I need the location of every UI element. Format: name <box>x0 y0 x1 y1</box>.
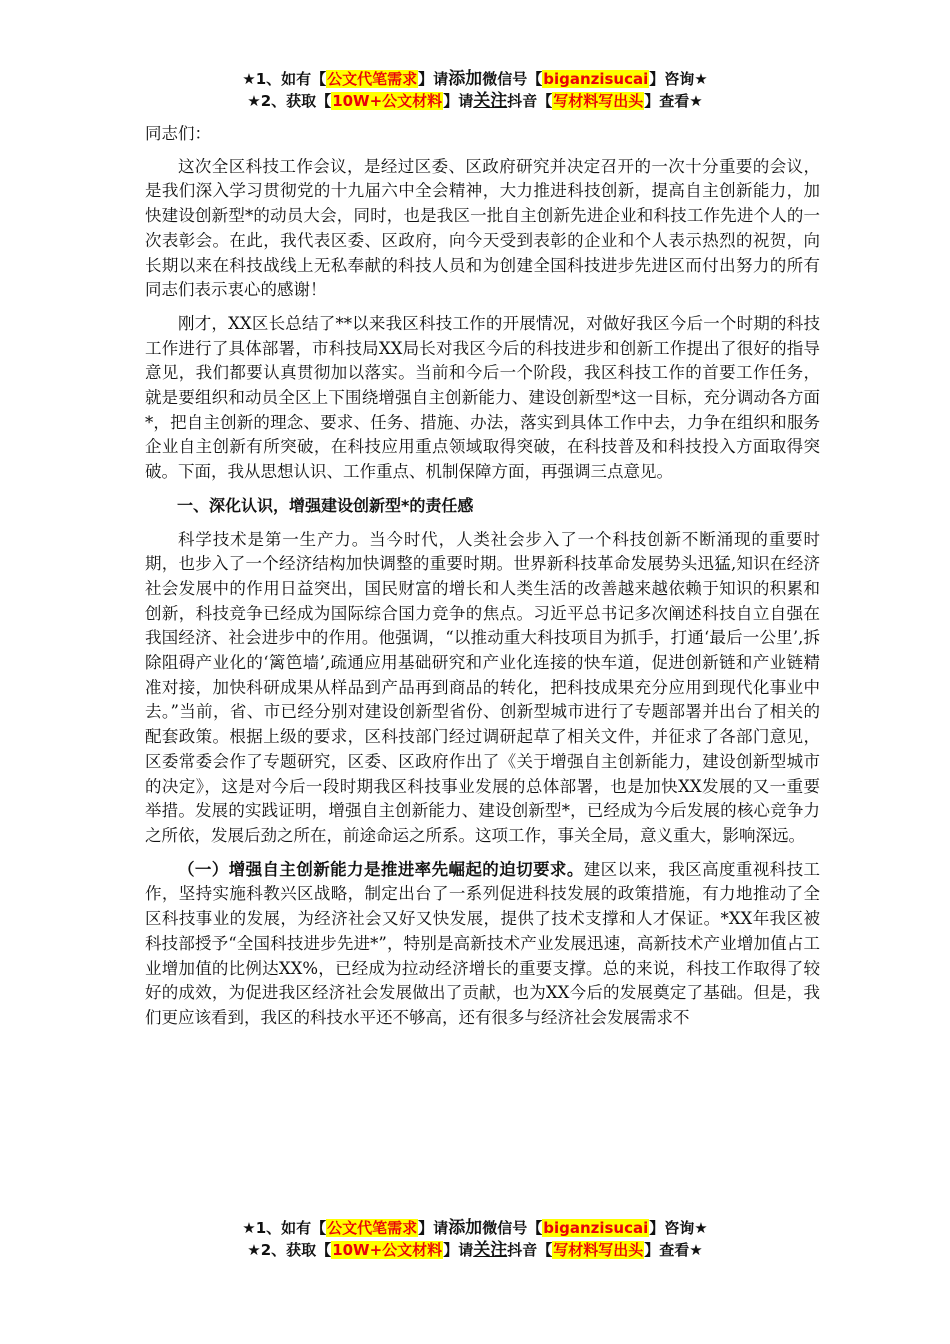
highlight-douyin-account: 写材料写出头 <box>553 1241 644 1259</box>
banner-line-2 <box>0 1239 950 1261</box>
footer-banner <box>0 1217 950 1261</box>
paragraph-section-1: 科学技术是第一生产力。当今时代，人类社会步入了一个科技创新不断涌现的重要时期，也步入了一个经济结构加快调整的重要时期。世界新科技革命发展势头迅猛,知识在经济社会发展中的作用日益突出，国民财富的增长和人类生活的改善越来越依赖于知识的积累和创新，科技竞争已经成为国际综合国力竞争的焦点。习近平总书记多次阐述科技自立自强在我国经济、社会进步中的作用。他强调，“以推动重大科技项目为抓手，打通‘最后一公里’,拆除阻碍产业化的‘篱笆墙’,疏通应用基础研究和产业化连接的快车道，促进创新链和产业链精准对接，加快科研成果从样品到产品再到商品的转化，把科技成果充分应用到现代化事业中去。”当前，省、市已经分别对建设创新型省份、创新型城市进行了专题部署并出台了相关的配套政策。根据上级的要求，区科技部门经过调研起草了相关文件，并征求了各部门意见，区委常委会作了专题研究，区委、区政府作出了《关于增强自主创新能力，建设创新型城市的决定》，这是对今后一段时期我区科技事业发展的总体部署，也是加快XX发展的又一重要举措。发展的实践证明，增强自主创新能力、建设创新型*，已经成为今后发展的核心竞争力之所依，发展后劲之所在，前途命运之所系。这项工作，事关全局，意义重大，影响深远。 <box>145 529 820 845</box>
banner-text: ★1、如有【 <box>242 1219 327 1237</box>
banner-emphasis: 添加 <box>448 1218 483 1238</box>
banner-text: ★2、获取【 <box>247 92 332 110</box>
highlight-wechat-id: biganzisucai <box>543 1219 649 1237</box>
banner-text: 抖音【 <box>507 1241 553 1259</box>
banner-text: 】咨询★ <box>649 70 708 88</box>
highlight-wechat-id: biganzisucai <box>543 70 649 88</box>
subsection-body: 建区以来，我区高度重视科技工作，坚持实施科教兴区战略，制定出台了一系列促进科技发展的政策措施，有力地推动了全区科技事业的发展，为经济社会又好又快发展，提供了技术支撑和人才保证。*XX年我区被科技部授予“全国科技进步先进*”，特别是高新技术产业发展迅速，高新技术产业增加值占工业增加值的比例达XX%，已经成为拉动经济增长的重要支撑。总的来说，科技工作取得了较好的成效，为促进我区经济社会发展做出了贡献，也为XX今后的发展奠定了基础。但是，我们更应该看到，我区的科技水平还不够高，还有很多与经济社会发展需求不 <box>145 859 821 1027</box>
highlight-douyin-account: 写材料写出头 <box>553 92 644 110</box>
paragraph-summary: 刚才，XX区长总结了**以来我区科技工作的开展情况，对做好我区今后一个时期的科技工作进行了具体部署，市科技局XX局长对我区今后的科技进步和创新工作提出了很好的指导意见，我们都要认真贯彻加以落实。当前和今后一个阶段，我区科技工作的首要工作任务，就是要组织和动员全区上下围绕增强自主创新能力、建设创新型*这一目标，充分调动各方面*，把自主创新的理念、要求、任务、措施、办法，落实到具体工作中去，力争在组织和服务企业自主创新有所突破，在科技应用重点领域取得突破，在科技普及和科技投入方面取得突破。下面，我从思想认识、工作重点、机制保障方面，再强调三点意见。 <box>145 313 820 482</box>
section-heading-1: 一、深化认识，增强建设创新型*的责任感 <box>177 495 474 515</box>
banner-text: 】查看★ <box>644 1241 703 1259</box>
highlight-materials: 10W+公文材料 <box>332 1241 443 1259</box>
banner-text: ★2、获取【 <box>247 1241 332 1259</box>
highlight-service: 公文代笔需求 <box>327 1219 418 1237</box>
highlight-materials: 10W+公文材料 <box>332 92 443 110</box>
banner-text: 微信号【 <box>482 1219 543 1237</box>
banner-emphasis: 添加 <box>448 69 483 89</box>
banner-text: 】请 <box>443 92 474 110</box>
banner-emphasis: 关注 <box>473 91 508 111</box>
greeting: 同志们： <box>145 124 211 143</box>
document-body <box>145 122 820 1040</box>
banner-text: 微信号【 <box>482 70 543 88</box>
banner-text: 】请 <box>418 1219 449 1237</box>
banner-text: 】请 <box>418 70 449 88</box>
paragraph-opening: 这次全区科技工作会议，是经过区委、区政府研究并决定召开的一次十分重要的会议，是我们深入学习贯彻党的十九届六中全会精神，大力推进科技创新，提高自主创新能力，加快建设创新型*的动员大会，同时，也是我区一批自主创新先进企业和科技工作先进个人的一次表彰会。在此，我代表区委、区政府，向今天受到表彰的企业和个人表示热烈的祝贺，向长期以来在科技战线上无私奉献的科技人员和为创建全国科技进步先进区而付出努力的所有同志们表示衷心的感谢！ <box>145 156 820 300</box>
banner-text: 抖音【 <box>507 92 553 110</box>
paragraph-subsection-1 <box>145 858 820 1031</box>
subsection-heading: （一）增强自主创新能力是推进率先崛起的迫切要求。 <box>178 859 584 879</box>
banner-text: 】查看★ <box>644 92 703 110</box>
banner-emphasis: 关注 <box>473 1240 508 1260</box>
banner-text: 】请 <box>443 1241 474 1259</box>
banner-line-1 <box>0 1217 950 1239</box>
banner-text: 】咨询★ <box>649 1219 708 1237</box>
banner-text: ★1、如有【 <box>242 70 327 88</box>
highlight-service: 公文代笔需求 <box>327 70 418 88</box>
